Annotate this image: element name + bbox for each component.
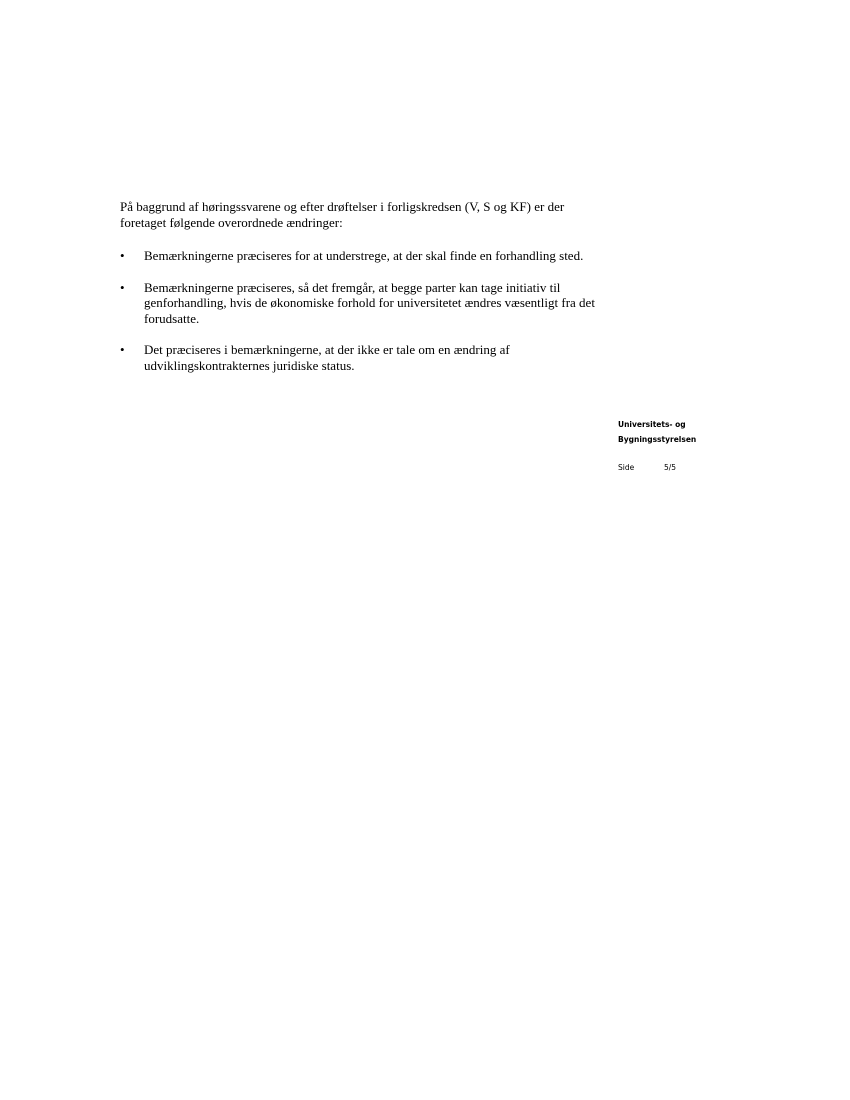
list-item <box>120 342 600 373</box>
change-list <box>120 248 600 373</box>
bullet-icon: • <box>120 248 125 263</box>
page-number: 5/5 <box>664 463 677 472</box>
sender-sidebar <box>618 417 768 475</box>
list-item-text: Bemærkningerne præciseres, så det fremgår, at begge parter kan tage initiativ til genforhandling, hvis de økonomiske forhold for universitetet ændres væsentligt fra det forudsatte. <box>144 279 595 326</box>
page-label: Side <box>618 463 635 472</box>
bullet-icon: • <box>120 279 125 295</box>
list-item-text: Det præciseres i bemærkningerne, at der ikke er tale om en ændring af udviklingskontrakternes juridiske status. <box>144 342 510 373</box>
list-item <box>120 248 600 264</box>
document-body <box>120 199 600 389</box>
bullet-icon: • <box>120 342 125 357</box>
list-item <box>120 280 600 327</box>
page-number-row <box>618 460 768 475</box>
organization-name-line-2: Bygningsstyrelsen <box>618 435 697 444</box>
intro-paragraph: På baggrund af høringssvarene og efter drøftelser i forligskredsen (V, S og KF) er der foretaget følgende overordnede ændringer: <box>120 199 565 230</box>
organization-name-line-1: Universitets- og <box>618 420 686 429</box>
list-item-text: Bemærkningerne præciseres for at understrege, at der skal finde en forhandling sted. <box>144 248 584 263</box>
